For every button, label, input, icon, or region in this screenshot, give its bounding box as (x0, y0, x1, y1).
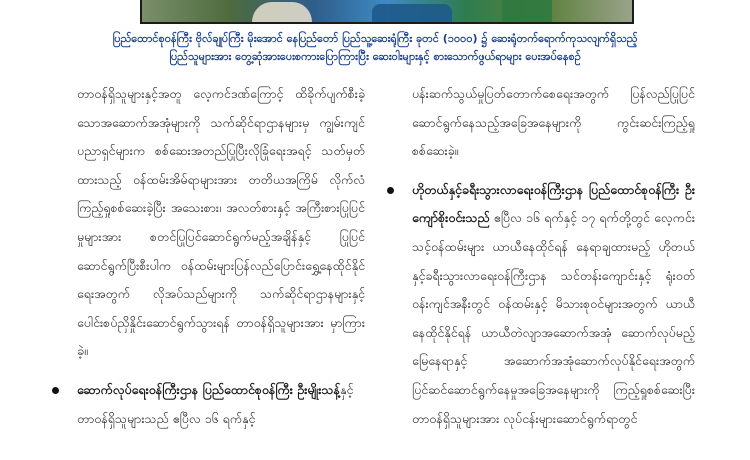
article-bullet-item (50, 376, 365, 433)
bullet-text: နှင့် တာဝန်ရှိသူများသည် ဧပြီလ ၁၆ ရက်နှင့် (77, 381, 354, 426)
caption-line-2: ပြည်သူများအား တွေ့ဆုံအားပေးစကားပြောကြားပြီး ဆေးဝါးများနှင့် စားသောက်ဖွယ်ရာများ ပေးအပ်နေစဉ် (169, 50, 581, 63)
bullet-lead: ဆောက်လုပ်ရေးဝန်ကြီးဌာန ပြည်ထောင်စုဝန်ကြီး ဦးမျိုးသန့် (77, 381, 341, 397)
article-paragraph: ပန်းဆက်သွယ်မှုပြတ်တောက်စေရေးအတွက် ပြန်လည်ပြုပြင်ဆောင်ရွက်နေသည့်အခြေအနေများကို ကွင်းဆင်းကြည့်ရှုစစ်ဆေးခဲ့။ (412, 86, 695, 159)
article-column-right (385, 80, 695, 433)
bullet-text: ဧပြီလ ၁၆ ရက်နှင့် ၁၇ ရက်တို့တွင် လေ့ကင်းသင့်ဝန်ထမ်းများ ယာယီနေထိုင်ရန် နေရာချထားမည့် ဟိုတယ်နှင့်ခရီးသွားလာရေးဝန်ကြီးဌာန သင်တန်းကျောင်းနှင့် ရုံးဝတ်ဝန်းကျင်အနီးတွင် ဝန်ထမ်းနှင့် မိသားစုဝင်များအတွက် ယာယီနေထိုင်နိုင်ရန် ယာယီတဲလျာအဆောက်အအုံ ဆောက်လုပ်မည့်မြေနေရာနှင့် အဆောက်အအုံဆောက်လုပ်နိုင်ရေးအတွက် ပြင်ဆင်ဆောင်ရွက်နေမှုအခြေအနေများကို ကြည့်ရှုစစ်ဆေးပြီး တာဝန်ရှိသူများအား လုပ်ငန်းများဆောင်ရွက်ရာတွင် (412, 210, 695, 426)
bullet-icon (387, 187, 394, 194)
news-photo (140, 0, 634, 24)
photo-detail (252, 2, 312, 22)
bullet-lead: ဟိုတယ်နှင့်ခရီးသွားလာရေးဝန်ကြီးဌာန ပြည်ထောင်စုဝန်ကြီး ဦးကျော်စိုးဝင်းသည် (412, 181, 695, 226)
bullet-icon (52, 387, 59, 394)
caption-line-1: ပြည်ထောင်စုဝန်ကြီး ဗိုလ်ချုပ်ကြီး မိုးအောင် နေပြည်တော် ပြည်သူ့ဆေးရုံကြီး ခုတင် (၁၀၀၀) ၌ ဆေးရုံတက်ရောက်ကုသလျက်ရှိသည့် (112, 32, 638, 45)
article-bullet-item (385, 176, 695, 433)
photo-detail (372, 4, 452, 22)
photo-detail (502, 0, 552, 24)
photo-caption (40, 30, 710, 66)
article-column-left (50, 80, 365, 433)
article-paragraph: တာဝန်ရှိသူများနှင့်အတူ လေ့ကင်ဒဏ်ကြောင့် ထိခိုက်ပျက်စီးခဲ့သောအဆောက်အအုံများကို သက်ဆိုင်ရာဌာနများမှ ကျွမ်းကျင်ပညာရှင်များက စစ်ဆေးအတည်ပြုပြီးလိုခြုံရေးအရင့် သတ်မှတ်ထားသည့် ဝန်ထမ်းအိမ်ရာများအား တတိယအကြိမ် လိုက်လံကြည့်ရှုစစ်ဆေးခဲ့ပြီး အသေးစား၊ အလတ်စားနှင့် အကြီးစားပြုပြင်မှုများအား စတင်ပြုပြင်ဆောင်ရွက်မည့်အချိန်နှင့် ပြုပြင်ဆောင်ရွက်ပြီးစီးပါက ဝန်ထမ်းများပြန်လည်ပြောင်းရွှေ့နေထိုင်နိုင်ရေးအတွက် လိုအပ်သည်များကို သက်ဆိုင်ရာဌာနများနှင့် ပေါင်းစပ်ညှိနှိုင်းဆောင်ရွက်သွားရန် တာဝန်ရှိသူများအား မှာကြားခဲ့။ (77, 86, 365, 359)
